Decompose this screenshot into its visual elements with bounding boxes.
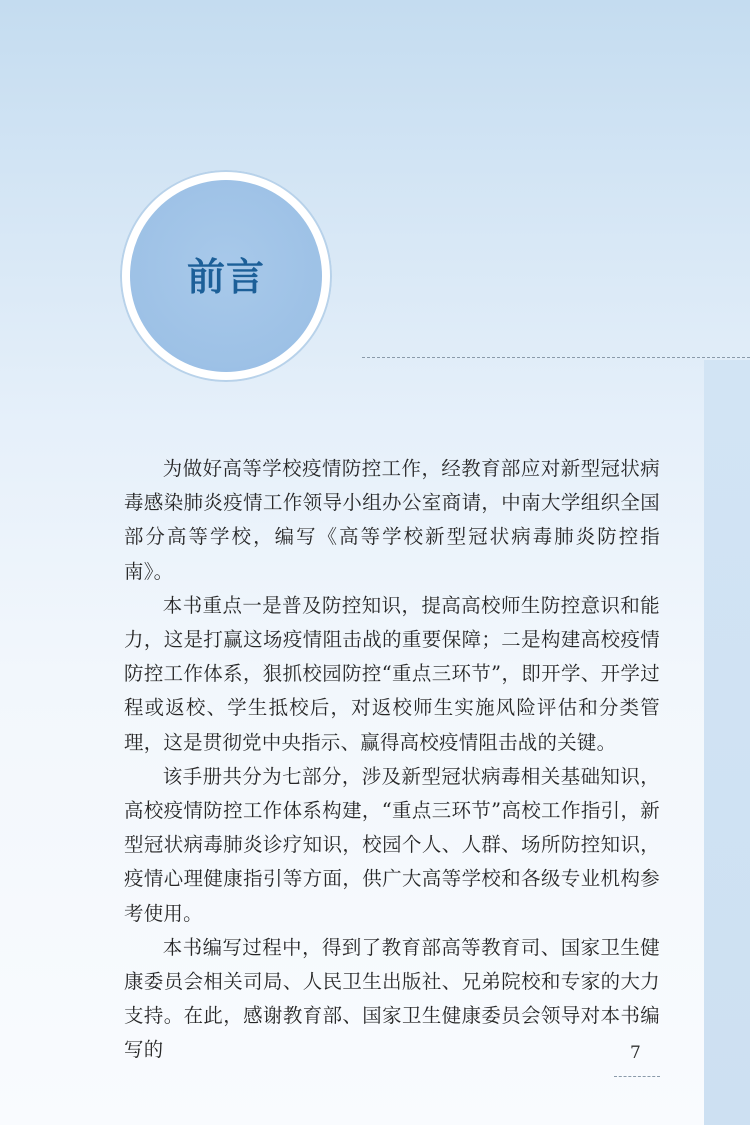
side-strip (704, 360, 750, 1125)
page-title: 前言 (186, 254, 265, 299)
page-number: 7 (630, 1043, 641, 1063)
paragraph-4: 本书编写过程中，得到了教育部高等教育司、国家卫生健康委员会相关司局、人民卫生出版社、兄弟院校和专家的大力支持。在此，感谢教育部、国家卫生健康委员会领导对本书编写的 (124, 935, 660, 1062)
header-dashed-divider (362, 357, 750, 358)
page-number-dashed-divider (614, 1076, 660, 1077)
paragraph-3: 该手册共分为七部分，涉及新型冠状病毒相关基础知识，高校疫情防控工作体系构建，“重点三环节”高校工作指引，新型冠状病毒肺炎诊疗知识，校园个人、人群、场所防控知识，疫情心理健康指引等方面，供广大高等学校和各级专业机构参考使用。 (124, 764, 660, 925)
title-circle-inner (130, 180, 322, 372)
paragraph-2: 本书重点一是普及防控知识，提高高校师生防控意识和能力，这是打赢这场疫情阻击战的重要保障；二是构建高校疫情防控工作体系，狠抓校园防控“重点三环节”，即开学、开学过程或返校、学生抵校后，对返校师生实施风险评估和分类管理，这是贯彻党中央指示、赢得高校疫情阻击战的关键。 (124, 593, 660, 754)
title-circle (120, 170, 332, 382)
preface-body (124, 452, 660, 1068)
paragraph-1: 为做好高等学校疫情防控工作，经教育部应对新型冠状病毒感染肺炎疫情工作领导小组办公室商请，中南大学组织全国部分高等学校，编写《高等学校新型冠状病毒肺炎防控指南》。 (124, 457, 660, 583)
